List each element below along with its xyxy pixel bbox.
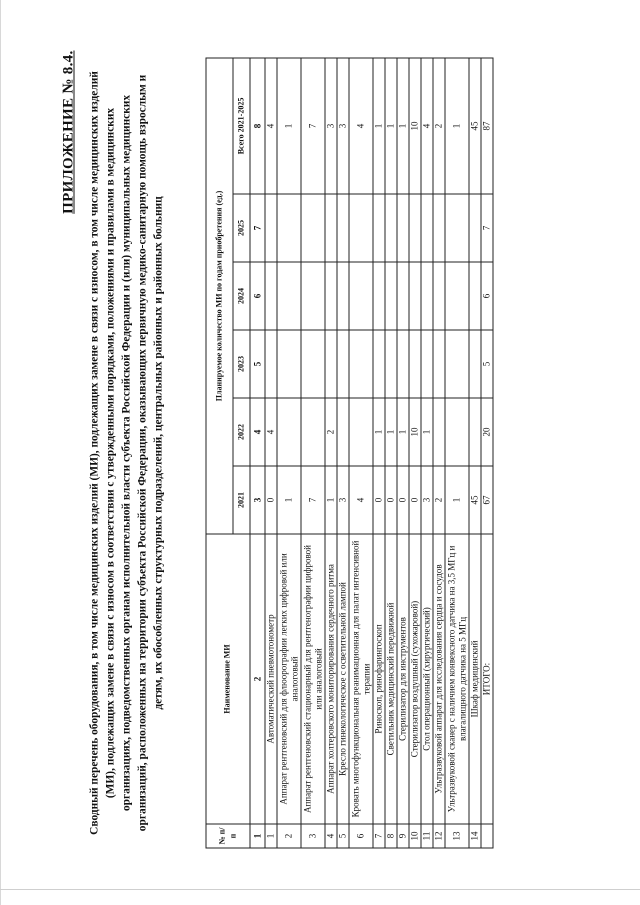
- header-year-4: 2025: [233, 194, 250, 262]
- equipment-table: [205, 57, 493, 848]
- row-value-3: [265, 262, 277, 330]
- table-row: [433, 57, 445, 847]
- row-name: Аппарат рентгеновский для флюорографии легких цифровой или аналоговый: [277, 534, 301, 824]
- row-value-1: [301, 398, 325, 466]
- row-value-3: [421, 262, 433, 330]
- row-number: 9: [397, 824, 409, 848]
- header-year-1: 2022: [233, 398, 250, 466]
- row-value-3: [301, 262, 325, 330]
- index-cell-2: 3: [250, 466, 265, 534]
- row-value-5: 3: [325, 57, 337, 193]
- row-value-0: 4: [349, 466, 373, 534]
- total-label: ИТОГО:: [481, 534, 493, 824]
- row-number: 11: [421, 824, 433, 848]
- index-cell-5: 6: [250, 262, 265, 330]
- total-value-4: 7: [481, 194, 493, 262]
- header-year-2: 2023: [233, 330, 250, 398]
- row-value-1: 10: [409, 398, 421, 466]
- row-value-1: 1: [373, 398, 385, 466]
- row-value-4: [349, 194, 373, 262]
- row-number: 1: [265, 824, 277, 848]
- header-year-3: 2024: [233, 262, 250, 330]
- row-value-3: [397, 262, 409, 330]
- row-value-4: [265, 194, 277, 262]
- row-value-4: [325, 194, 337, 262]
- row-value-2: [349, 330, 373, 398]
- row-value-1: 1: [421, 398, 433, 466]
- total-value-5: 87: [481, 57, 493, 193]
- row-value-1: [337, 398, 349, 466]
- row-number: 5: [337, 824, 349, 848]
- row-number: 12: [433, 824, 445, 848]
- table-row: [409, 57, 421, 847]
- table-row: [301, 57, 325, 847]
- row-name: Кровать многофункциональная реанимационная для палат интенсивной терапии: [349, 534, 373, 824]
- row-value-0: 0: [409, 466, 421, 534]
- index-row: [250, 57, 265, 847]
- row-value-2: [445, 330, 469, 398]
- header-year-0: 2021: [233, 466, 250, 534]
- row-number: 6: [349, 824, 373, 848]
- row-name: Кресло гинекологическое с осветительной лампой: [337, 534, 349, 824]
- table-row: [397, 57, 409, 847]
- row-value-2: [421, 330, 433, 398]
- row-value-0: 7: [301, 466, 325, 534]
- row-value-4: [385, 194, 397, 262]
- row-value-1: 2: [325, 398, 337, 466]
- table-row: [445, 57, 469, 847]
- table-row: [373, 57, 385, 847]
- row-value-5: 7: [301, 57, 325, 193]
- row-number: 3: [301, 824, 325, 848]
- row-value-4: [397, 194, 409, 262]
- row-value-3: [337, 262, 349, 330]
- row-value-3: [433, 262, 445, 330]
- page-bottom-line: [0, 889, 640, 890]
- document-sheet: [50, 30, 590, 875]
- row-value-5: 3: [337, 57, 349, 193]
- row-value-4: [469, 194, 481, 262]
- row-value-4: [337, 194, 349, 262]
- index-cell-7: 8: [250, 57, 265, 193]
- row-value-1: [433, 398, 445, 466]
- row-value-0: 0: [397, 466, 409, 534]
- table-row: [349, 57, 373, 847]
- row-value-4: [277, 194, 301, 262]
- total-row: [481, 57, 493, 847]
- row-name: Шкаф медицинский: [469, 534, 481, 824]
- row-value-3: [409, 262, 421, 330]
- row-value-4: [409, 194, 421, 262]
- table-row: [421, 57, 433, 847]
- row-name: Светильник медицинский передвижной: [385, 534, 397, 824]
- row-value-0: 0: [265, 466, 277, 534]
- row-value-5: 1: [373, 57, 385, 193]
- index-cell-6: 7: [250, 194, 265, 262]
- row-value-4: [301, 194, 325, 262]
- row-name: Стол операционный (хирургический): [421, 534, 433, 824]
- total-value-3: 6: [481, 262, 493, 330]
- table-row: [277, 57, 301, 847]
- index-cell-1: 2: [250, 534, 265, 824]
- header-year-5: Всего 2021-2025: [233, 57, 250, 193]
- row-value-2: [337, 330, 349, 398]
- document-title: Сводный перечень оборудования, в том числе медицинских изделий (МИ), подлежащих замене в связи с износом, в том числе медицинских изделий (МИ), подлежащих замене в связи с износом в соответствии с утвержденными порядками, положениями и правилами в медицинских организациях, подведомственных органам исполнительной власти субъекта Российской Федерации и (или) муниципальных медицинских организаций, расположенных на территории субъекта Российской Федерации, оказывающих первичную медико-санитарную помощь взрослым и детям, их обособленных структурных подразделений, центральных районных и районных больниц: [88, 70, 164, 835]
- row-value-0: 0: [373, 466, 385, 534]
- row-value-5: 2: [433, 57, 445, 193]
- row-value-0: 0: [385, 466, 397, 534]
- row-name: Стерилизатор воздушный (сухожаровой): [409, 534, 421, 824]
- row-value-2: [385, 330, 397, 398]
- row-value-5: 1: [397, 57, 409, 193]
- appendix-label: ПРИЛОЖЕНИЕ № 8.4.: [60, 50, 76, 214]
- row-value-1: 4: [265, 398, 277, 466]
- table-row: [265, 57, 277, 847]
- row-value-3: [349, 262, 373, 330]
- row-value-3: [445, 262, 469, 330]
- row-value-2: [325, 330, 337, 398]
- row-value-2: [409, 330, 421, 398]
- row-value-3: [373, 262, 385, 330]
- table-body: [250, 57, 493, 847]
- row-name: Аппарат холтеровского мониторирования сердечного ритма: [325, 534, 337, 824]
- row-value-0: 2: [433, 466, 445, 534]
- row-value-0: 3: [337, 466, 349, 534]
- row-value-4: [421, 194, 433, 262]
- total-value-1: 20: [481, 398, 493, 466]
- row-value-1: 1: [385, 398, 397, 466]
- row-value-5: 1: [277, 57, 301, 193]
- total-number: [481, 824, 493, 848]
- row-value-2: [265, 330, 277, 398]
- row-value-3: [385, 262, 397, 330]
- row-value-2: [277, 330, 301, 398]
- header-name: Наименование МИ: [206, 534, 250, 824]
- row-value-1: 1: [397, 398, 409, 466]
- row-value-3: [325, 262, 337, 330]
- row-number: 2: [277, 824, 301, 848]
- row-value-5: 4: [421, 57, 433, 193]
- row-value-0: 1: [445, 466, 469, 534]
- row-value-4: [433, 194, 445, 262]
- table-row: [385, 57, 397, 847]
- row-value-0: 1: [277, 466, 301, 534]
- row-number: 14: [469, 824, 481, 848]
- row-value-3: [469, 262, 481, 330]
- index-cell-4: 5: [250, 330, 265, 398]
- header-planned: Планируемое количество МИ по годам приобретения (ед.): [206, 57, 233, 533]
- row-name: Риноскоп, ринофарингоскоп: [373, 534, 385, 824]
- row-value-5: 1: [445, 57, 469, 193]
- index-cell-3: 4: [250, 398, 265, 466]
- index-cell-0: 1: [250, 824, 265, 848]
- row-value-4: [373, 194, 385, 262]
- table-row: [325, 57, 337, 847]
- row-number: 13: [445, 824, 469, 848]
- row-value-5: 1: [385, 57, 397, 193]
- row-value-5: 4: [265, 57, 277, 193]
- row-value-0: 45: [469, 466, 481, 534]
- row-value-0: 1: [325, 466, 337, 534]
- row-name: Ультразвуковой сканер с наличием конвексного датчика на 3,5 МГц и влагалищного датчика на 5 МГц: [445, 534, 469, 824]
- row-name: Аппарат рентгеновский стационарный для рентгенографии цифровой или аналоговый: [301, 534, 325, 824]
- row-name: Автоматический пневмотонометр: [265, 534, 277, 824]
- row-value-1: [349, 398, 373, 466]
- table-row: [337, 57, 349, 847]
- row-value-2: [301, 330, 325, 398]
- row-value-0: 3: [421, 466, 433, 534]
- row-value-5: 10: [409, 57, 421, 193]
- header-number: № п/п: [206, 824, 250, 848]
- row-value-1: [445, 398, 469, 466]
- table-row: [469, 57, 481, 847]
- row-number: 4: [325, 824, 337, 848]
- row-value-1: [277, 398, 301, 466]
- row-value-1: [469, 398, 481, 466]
- total-value-2: 5: [481, 330, 493, 398]
- row-value-5: 4: [349, 57, 373, 193]
- row-value-2: [433, 330, 445, 398]
- total-value-0: 67: [481, 466, 493, 534]
- row-number: 10: [409, 824, 421, 848]
- row-value-4: [445, 194, 469, 262]
- row-value-2: [469, 330, 481, 398]
- row-name: Ультразвуковой аппарат для исследования сердца и сосудов: [433, 534, 445, 824]
- row-name: Стерилизатор для инструментов: [397, 534, 409, 824]
- row-number: 8: [385, 824, 397, 848]
- row-number: 7: [373, 824, 385, 848]
- row-value-2: [373, 330, 385, 398]
- row-value-2: [397, 330, 409, 398]
- row-value-5: 45: [469, 57, 481, 193]
- row-value-3: [277, 262, 301, 330]
